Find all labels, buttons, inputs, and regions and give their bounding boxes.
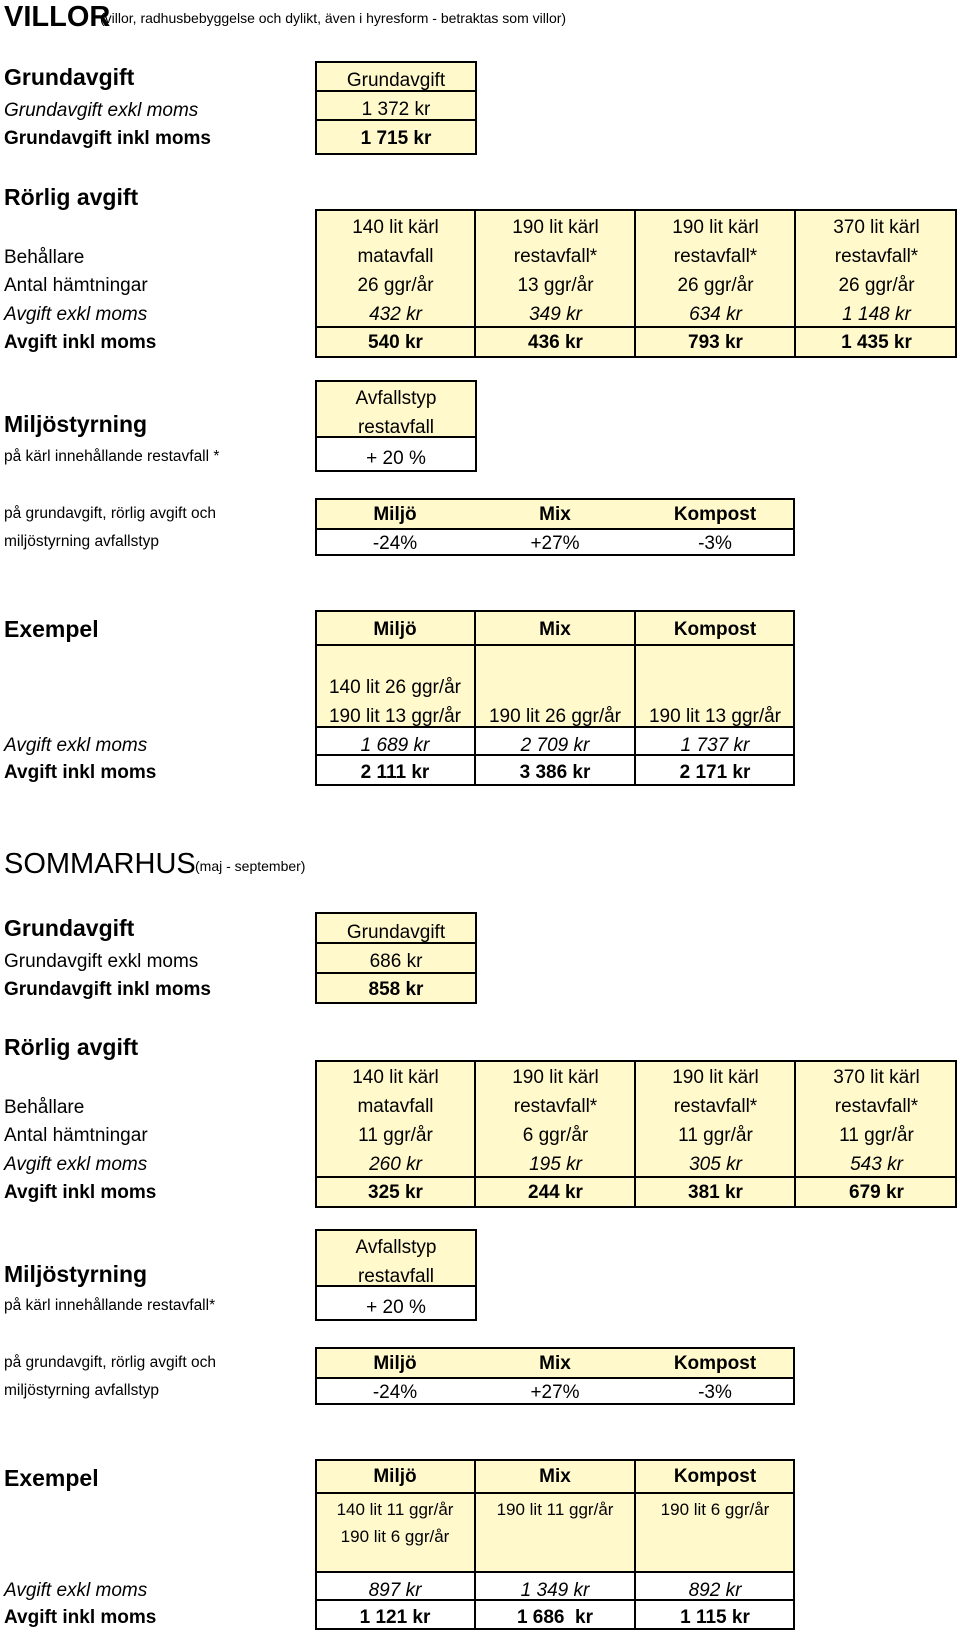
villor-col3-inkl: 793 kr	[688, 332, 743, 353]
villor-exempel-exkl-label: Avgift exkl moms	[4, 735, 148, 756]
villor-miljo-heading: Miljöstyrning	[4, 411, 148, 437]
villor-exempel-heading: Exempel	[4, 616, 99, 642]
villor-styp-header-mix: Mix	[539, 504, 571, 525]
sommarhus-col2-line2: restavfall*	[513, 1096, 598, 1117]
villor-exempel-desc-mix: 190 lit 26 ggr/år	[488, 706, 622, 727]
sommarhus-exempel-exkl-mix: 1 349 kr	[520, 1580, 590, 1601]
sommarhus-col4-inkl: 679 kr	[849, 1182, 904, 1203]
sommarhus-exempel-desc-miljo-1: 140 lit 11 ggr/år	[336, 1500, 454, 1519]
sommarhus-antal-label: Antal hämtningar	[4, 1125, 148, 1146]
villor-exempel-desc-miljo-2: 190 lit 13 ggr/år	[328, 706, 462, 727]
sommarhus-styp-value-miljo: -24%	[372, 1382, 418, 1403]
villor-col1-antal: 26 ggr/år	[357, 275, 434, 296]
sommarhus-styp-note1: på grundavgift, rörlig avgift och	[4, 1354, 216, 1371]
sommarhus-exempel-heading: Exempel	[4, 1465, 99, 1491]
villor-grund-exkl-value: 1 372 kr	[361, 99, 431, 120]
villor-exempel-desc-kompost: 190 lit 13 ggr/år	[648, 706, 782, 727]
villor-col3-exkl: 634 kr	[689, 304, 742, 325]
sommarhus-col1-antal: 11 ggr/år	[358, 1125, 433, 1146]
villor-exempel-inkl-mix: 3 386 kr	[519, 762, 591, 783]
sommarhus-styp-header-miljo: Miljö	[373, 1353, 417, 1374]
sommarhus-col3-exkl: 305 kr	[689, 1154, 742, 1175]
villor-col2-antal: 13 ggr/år	[517, 275, 594, 296]
sommarhus-col1-exkl: 260 kr	[369, 1154, 422, 1175]
villor-miljo-value: + 20 %	[366, 448, 426, 469]
sommarhus-miljo-col-line1: Avfallstyp	[355, 1237, 437, 1258]
villor-styp-value-mix: +27%	[530, 533, 580, 554]
villor-col4-antal: 26 ggr/år	[838, 275, 915, 296]
sommarhus-col3-line1: 190 lit kärl	[672, 1067, 759, 1088]
villor-exempel-exkl-mix: 2 709 kr	[520, 735, 590, 756]
sommarhus-col1-inkl: 325 kr	[368, 1182, 423, 1203]
villor-subtitle: (villor, radhusbebyggelse och dylikt, även i hyresform - betraktas som villor)	[100, 10, 567, 26]
sommarhus-col1-line2: matavfall	[357, 1096, 434, 1117]
villor-grund-inkl-value: 1 715 kr	[360, 128, 432, 149]
villor-exempel-header-kompost: Kompost	[673, 619, 757, 640]
villor-rorlig-heading: Rörlig avgift	[4, 184, 139, 210]
sommarhus-rorlig-inkl-label: Avgift inkl moms	[4, 1182, 157, 1203]
sommarhus-col4-antal: 11 ggr/år	[839, 1125, 914, 1146]
sommarhus-exempel-header-mix: Mix	[539, 1466, 571, 1487]
villor-col4-line2: restavfall*	[834, 246, 919, 267]
villor-col2-line1: 190 lit kärl	[512, 217, 599, 238]
villor-exempel-desc-miljo-1: 140 lit 26 ggr/år	[328, 677, 462, 698]
villor-col1-line2: matavfall	[357, 246, 434, 267]
sommarhus-exempel-divider-2	[634, 1461, 636, 1628]
villor-rorlig-inkl-label: Avgift inkl moms	[4, 332, 157, 353]
sommarhus-grund-inkl-value: 858 kr	[368, 979, 424, 1000]
villor-miljo-col-line1: Avfallstyp	[355, 388, 437, 409]
villor-col2-inkl: 436 kr	[528, 332, 583, 353]
villor-col2-exkl: 349 kr	[529, 304, 582, 325]
sommarhus-styp-note2: miljöstyrning avfallstyp	[4, 1382, 160, 1399]
villor-exempel-inkl-kompost: 2 171 kr	[679, 762, 751, 783]
sommarhus-rorlig-exkl-label: Avgift exkl moms	[4, 1154, 148, 1175]
villor-miljo-note: på kärl innehållande restavfall *	[4, 448, 220, 465]
villor-rorlig-exkl-label: Avgift exkl moms	[4, 304, 148, 325]
villor-col4-inkl: 1 435 kr	[841, 332, 912, 353]
sommarhus-exempel-desc-mix: 190 lit 11 ggr/år	[496, 1500, 614, 1519]
villor-col1-inkl: 540 kr	[368, 332, 423, 353]
villor-styp-header-miljo: Miljö	[373, 504, 417, 525]
villor-col4-exkl: 1 148 kr	[842, 304, 911, 325]
sommarhus-col4-line2: restavfall*	[834, 1096, 919, 1117]
sommarhus-col3-line2: restavfall*	[673, 1096, 758, 1117]
sommarhus-grund-col-header: Grundavgift	[346, 922, 446, 943]
villor-col2-line2: restavfall*	[513, 246, 598, 267]
villor-styp-value-miljo: -24%	[372, 533, 418, 554]
villor-col3-antal: 26 ggr/år	[677, 275, 754, 296]
sommarhus-grund-heading: Grundavgift	[4, 915, 135, 941]
sommarhus-col2-exkl: 195 kr	[529, 1154, 582, 1175]
villor-title: VILLOR	[4, 1, 111, 33]
villor-styp-note1: på grundavgift, rörlig avgift och	[4, 505, 216, 522]
villor-styp-note2: miljöstyrning avfallstyp	[4, 533, 160, 550]
sommarhus-behallare-label: Behållare	[4, 1097, 85, 1118]
villor-exempel-exkl-miljo: 1 689 kr	[360, 735, 430, 756]
sommarhus-styp-header-kompost: Kompost	[673, 1353, 757, 1374]
sommarhus-styp-value-kompost: -3%	[698, 1382, 732, 1403]
sommarhus-exempel-exkl-kompost: 892 kr	[688, 1580, 742, 1601]
sommarhus-col3-inkl: 381 kr	[688, 1182, 743, 1203]
villor-exempel-exkl-kompost: 1 737 kr	[680, 735, 750, 756]
sommarhus-miljo-heading: Miljöstyrning	[4, 1261, 148, 1287]
sommarhus-styp-value-mix: +27%	[530, 1382, 580, 1403]
sommarhus-styp-header-mix: Mix	[539, 1353, 571, 1374]
sommarhus-miljo-col-line2: restavfall	[357, 1266, 435, 1287]
sommarhus-col2-inkl: 244 kr	[528, 1182, 583, 1203]
villor-col3-line2: restavfall*	[673, 246, 758, 267]
sommarhus-exempel-desc-kompost: 190 lit 6 ggr/år	[660, 1500, 770, 1519]
sommarhus-col1-line1: 140 lit kärl	[352, 1067, 439, 1088]
villor-antal-label: Antal hämtningar	[4, 275, 148, 296]
sommarhus-exempel-exkl-miljo: 897 kr	[368, 1580, 422, 1601]
sommarhus-exempel-inkl-mix: 1 686 kr	[516, 1607, 594, 1628]
villor-exempel-inkl-miljo: 2 111 kr	[360, 762, 430, 783]
sommarhus-miljo-value: + 20 %	[366, 1297, 426, 1318]
sommarhus-miljo-note: på kärl innehållande restavfall*	[4, 1297, 216, 1314]
villor-exempel-header-mix: Mix	[539, 619, 571, 640]
sommarhus-exempel-header-kompost: Kompost	[673, 1466, 757, 1487]
sommarhus-title: SOMMARHUS	[4, 848, 196, 880]
sommarhus-col4-line1: 370 lit kärl	[833, 1067, 920, 1088]
villor-col1-line1: 140 lit kärl	[352, 217, 439, 238]
sommarhus-exempel-inkl-miljo: 1 121 kr	[359, 1607, 431, 1628]
villor-grund-col-header: Grundavgift	[346, 70, 446, 91]
sommarhus-exempel-desc-miljo-2: 190 lit 6 ggr/år	[340, 1527, 450, 1546]
sommarhus-exempel-header-miljo: Miljö	[373, 1466, 417, 1487]
villor-exempel-header-miljo: Miljö	[373, 619, 417, 640]
villor-behallare-label: Behållare	[4, 247, 85, 268]
sommarhus-exempel-inkl-kompost: 1 115 kr	[680, 1607, 750, 1628]
villor-styp-value-kompost: -3%	[698, 533, 732, 554]
sommarhus-grund-inkl-label: Grundavgift inkl moms	[4, 979, 211, 1000]
sommarhus-rorlig-heading: Rörlig avgift	[4, 1034, 139, 1060]
sommarhus-grund-exkl-value: 686 kr	[369, 951, 423, 972]
sommarhus-col3-antal: 11 ggr/år	[678, 1125, 753, 1146]
sommarhus-col2-line1: 190 lit kärl	[512, 1067, 599, 1088]
villor-grund-inkl-label: Grundavgift inkl moms	[4, 128, 211, 149]
villor-col4-line1: 370 lit kärl	[833, 217, 920, 238]
villor-col3-line1: 190 lit kärl	[672, 217, 759, 238]
villor-styp-header-kompost: Kompost	[673, 504, 757, 525]
villor-miljo-col-line2: restavfall	[357, 417, 435, 438]
villor-grund-heading: Grundavgift	[4, 64, 135, 90]
sommarhus-exempel-inkl-label: Avgift inkl moms	[4, 1607, 157, 1628]
villor-grund-exkl-label: Grundavgift exkl moms	[4, 100, 199, 121]
sommarhus-grund-exkl-label: Grundavgift exkl moms	[4, 951, 199, 972]
sommarhus-col2-antal: 6 ggr/år	[522, 1125, 589, 1146]
villor-exempel-inkl-label: Avgift inkl moms	[4, 762, 157, 783]
sommarhus-exempel-exkl-label: Avgift exkl moms	[4, 1580, 148, 1601]
villor-col1-exkl: 432 kr	[369, 304, 422, 325]
sommarhus-subtitle: (maj - september)	[195, 858, 306, 874]
sommarhus-col4-exkl: 543 kr	[850, 1154, 903, 1175]
